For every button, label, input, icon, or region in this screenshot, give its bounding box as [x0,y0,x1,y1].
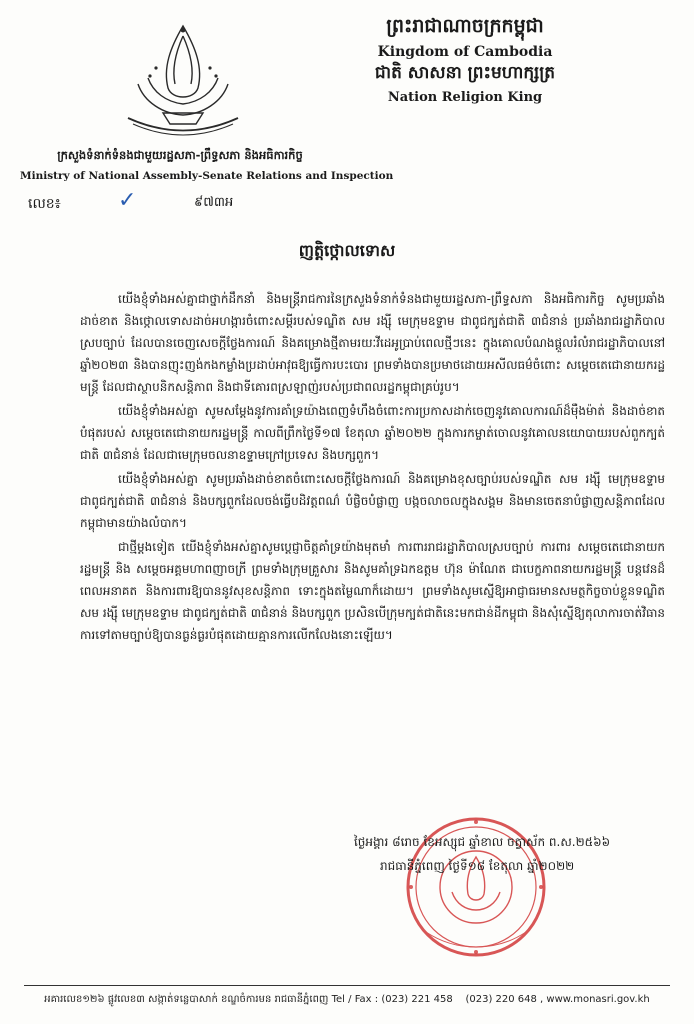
reference-label: លេខ៖ [28,196,61,212]
document-title: ញត្តិថ្កោលទោស [298,241,396,260]
date-solar: រាជធានីភ្នំពេញ ថ្ងៃទី១៨ ខែតុលា ឆ្នាំ២០២២ [380,859,575,873]
footer-address: អគារលេខ១២៦ ផ្លូវលេខ៣ សង្កាត់ទន្លេបាសាក់ ខណ្ឌចំការមន រាជធានីភ្នំពេញ [44,994,329,1005]
footer-website: www.monasri.gov.kh [546,994,650,1005]
date-lunar: ថ្ងៃអង្គារ ៨រោច ខែអស្សុជ ឆ្នាំខាល ចត្វាស័ក ព.ស.២៥៦៦ [354,835,611,849]
footer-divider [24,985,670,986]
ministry-emblem-icon [108,18,258,138]
body-paragraph: យើងខ្ញុំទាំងអស់គ្នាជាថ្នាក់ដឹកនាំ និងមន្ត្រីរាជការនៃក្រសួងទំនាក់ទំនងជាមួយរដ្ឋសភា-ព្រឹទ្ធសភា និងអធិការកិច្ច សូមប្រឆាំងដាច់ខាត និងថ្កោលទោសដាច់អហង្ការចំពោះសម្តីរបស់ទណ្ឌិត សម រង្ស៊ី មេក្រុមឧទ្ទាម ជាពូជក្បត់ជាតិ ៣ជំនាន់ ប្រឆាំងរាជរដ្ឋាភិបាលស្របច្បាប់ ដែលបានចេញសេចក្តីថ្លែងការណ៍ និងគម្រោងថ្មីតាមរយៈវីដេអូប្រាប់ពេលថ្មីៗនេះ ក្នុងគោលបំណងផ្តួលរំលំរាជរដ្ឋាភិបាលនៅឆ្នាំ២០២៣ និងបានញុះញង់កងកម្លាំងប្រដាប់អាវុធឱ្យធ្វើការបះបោរ ព្រមទាំងបានប្រមាថដោយអសីលធម៌ចំពោះ សម្តេចតេជោនាយករដ្ឋមន្ត្រី ដែលជាស្ថាបនិកសន្តិភាព និងជាទីគោរពស្រឡាញ់របស់ប្រជាពលរដ្ឋកម្ពុជាគ្រប់រូប។ [80,292,665,394]
body-paragraph: យើងខ្ញុំទាំងអស់គ្នា សូមសម្តែងនូវការគាំទ្រយ៉ាងពេញទំហឹងចំពោះការប្រកាសដាក់ចេញនូវគោលការណ៍ដ៏មុឺងម៉ាត់ និងដាច់ខាតបំផុតរបស់ សម្តេចតេជោនាយករដ្ឋមន្ត្រី កាលពីព្រឹកថ្ងៃទី១៧ ខែតុលា ឆ្នាំ២០២២ ក្នុងការកម្ចាត់ចោលនូវគោលនយោបាយរបស់ពួកក្បត់ជាតិ ៣ជំនាន់ ដែលជាមេក្រុមចលនាឧទ្ទាមក្រៅប្រទេស និងបក្សពួក។ [80,404,665,462]
motto-kh: ជាតិ សាសនា ព្រះមហាក្សត្រ [374,63,556,83]
body-paragraph: ជាថ្មីម្តងទៀត យើងខ្ញុំទាំងអស់គ្នាសូមប្តេជ្ញាចិត្តគាំទ្រយ៉ាងមុតមាំ ការពាររាជរដ្ឋាភិបាលស្របច្បាប់ ការពារ សម្តេចតេជោនាយករដ្ឋមន្ត្រី និង សម្តេចអគ្គមហាពញាចក្រី ព្រមទាំងក្រុមគ្រួសារ និងសូមគាំទ្រឯកឧត្តម ហ៊ុន ម៉ាណែត ជាបេក្ខភាពនាយករដ្ឋមន្ត្រី បន្តវេនដ៏ពេលអនាគត និងការពារឱ្យបាននូវសុខសន្តិភាព ទោះក្នុងតម្លៃណាក៏ដោយ។ ព្រមទាំងសូមស្នើឱ្យអាជ្ញាធរមានសមត្ថកិច្ចចាប់ខ្លួនទណ្ឌិត សម រង្ស៊ី មេក្រុមឧទ្ទាម ជាពូជក្បត់ជាតិ ៣ជំនាន់ និងបក្សពួក ប្រសិនបើក្រុមក្បត់ជាតិនេះមកជាន់ដីកម្ពុជា និងសុំស្នើឱ្យតុលាការចាត់វិធានការទៅតាមច្បាប់ឱ្យបានធ្ងន់ធ្ងរបំផុតដោយគ្មានការលើកលែងនោះឡើយ។ [80,540,665,642]
motto-en: Nation Religion King [387,90,543,105]
check-mark-icon: ✓ [118,188,137,213]
footer-tel-label: Tel / Fax : [331,994,379,1005]
document-body [80,288,665,648]
ministry-name-en: Ministry of National Assembly-Senate Relations and Inspection [20,170,394,182]
footer-tel-2: (023) 220 648 , [465,994,544,1005]
footer-contact [24,992,670,1007]
ministry-name-kh: ក្រសួងទំនាក់ទំនងជាមួយរដ្ឋសភា-ព្រឹទ្ធសភា និងអធិការកិច្ច [57,148,303,162]
kingdom-title-en: Kingdom of Cambodia [377,44,553,60]
kingdom-title-kh: ព្រះរាជាណាចក្រកម្ពុជា [386,15,544,37]
body-paragraph: យើងខ្ញុំទាំងអស់គ្នា សូមប្រឆាំងដាច់ខាតចំពោះសេចក្តីថ្លែងការណ៍ និងគម្រោងខុសច្បាប់របស់ទណ្ឌិត សម រង្ស៊ី មេក្រុមឧទ្ទាម ជាពូជក្បត់ជាតិ ៣ជំនាន់ និងបក្សពួកដែលចង់ធ្វើបដិវត្តពណ៌ បំផ្លិចបំផ្លាញ បង្កចលាចលក្នុងសង្គម និងមានចេតនាបំផ្លាញសន្តិភាពដែលកម្ពុជាមានយ៉ាងលំបាក។ [80,472,665,530]
reference-number: ៩៧៣អ [194,195,234,210]
footer-tel-1: (023) 221 458 [381,994,453,1005]
